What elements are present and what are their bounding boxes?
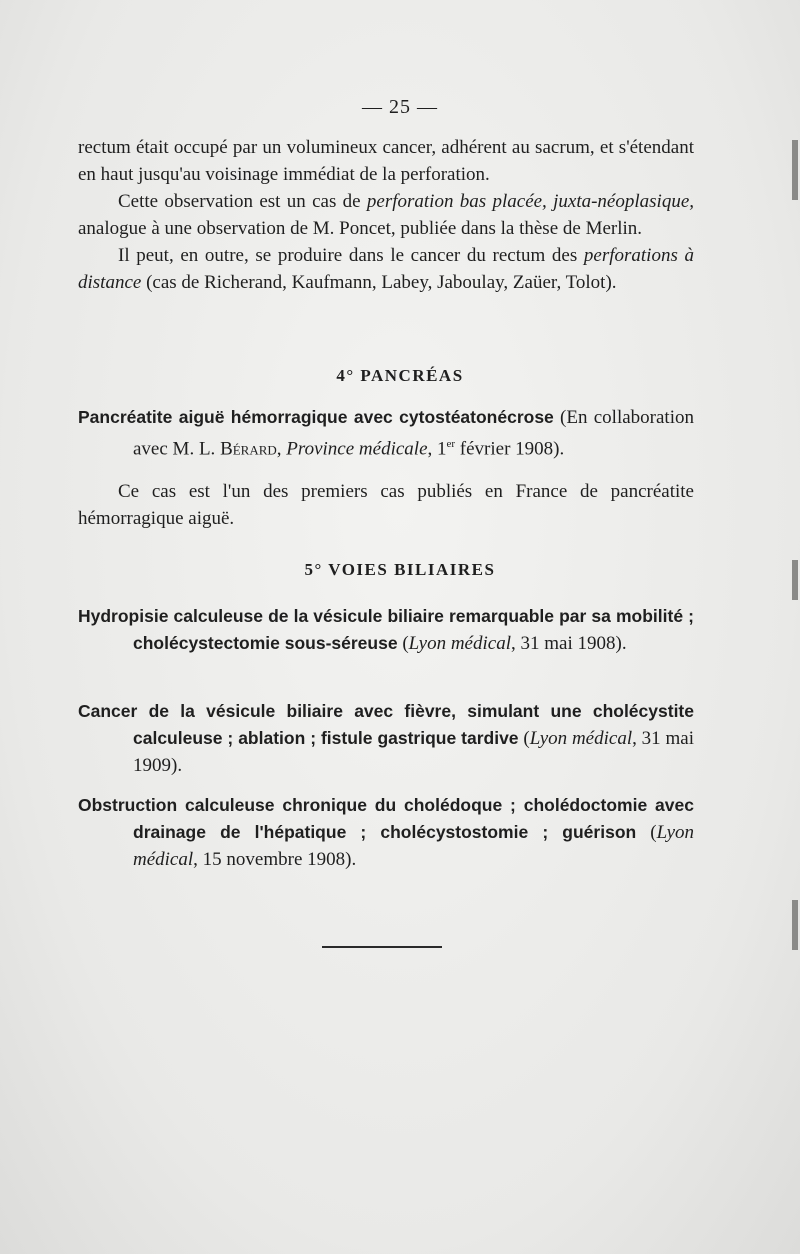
entry-citation: ( xyxy=(636,822,657,843)
entry-cancer-vesicule xyxy=(78,698,694,779)
italic-phrase: perforation bas placée, juxta-néoplasique, xyxy=(366,191,694,212)
paragraph-observation xyxy=(78,188,694,242)
page-edge-shadow xyxy=(792,140,798,200)
intro-text xyxy=(78,134,694,296)
end-rule xyxy=(322,946,442,948)
entry-date: , 15 novembre 1908). xyxy=(193,849,357,870)
section-title-pancreas: 4° PANCRÉAS xyxy=(336,366,464,385)
entry-date: , 1 xyxy=(427,438,447,460)
page-number: — 25 — xyxy=(362,96,438,118)
paragraph-text: rectum était occupé par un volumineux cancer, adhérent au sacrum, et s'étendant en haut jusqu'au voisinage immédiat de la perforation. xyxy=(78,137,694,185)
page-edge-shadow xyxy=(792,560,798,600)
entry-date: , 31 mai 1909). xyxy=(133,728,694,776)
entry-date-superscript: er xyxy=(446,438,456,450)
entry-citation: ( xyxy=(518,728,530,749)
entry-journal: Lyon médical xyxy=(408,633,511,654)
entry-hydropisie xyxy=(78,603,694,657)
entry-journal: Lyon médical xyxy=(529,728,633,749)
pancreas-text xyxy=(78,478,694,532)
paragraph-text: Cette observation est un cas de xyxy=(118,191,367,212)
italic-phrase: perforations à distance xyxy=(78,245,695,293)
paragraph-rectum xyxy=(78,134,694,188)
entry-title: Obstruction calculeuse chronique du cholédoque ; cholédoctomie avec drainage de l'hépatique ; cholécystostomie ; guérison xyxy=(78,795,694,842)
paragraph-text: Il peut, en outre, se produire dans le cancer du rectum des xyxy=(118,245,584,266)
entry-date: , 31 mai 1908). xyxy=(511,633,627,654)
entry-citation: ( xyxy=(397,633,409,654)
entry-title: Pancréatite aiguë hémorragique avec cytostéatonécrose xyxy=(78,407,554,427)
entry-pancreatite xyxy=(78,404,694,462)
paragraph-text: (cas de Richerand, Kaufmann, Labey, Jaboulay, Zaüer, Tolot). xyxy=(141,272,617,293)
entry-date: février 1908). xyxy=(455,438,565,460)
entry-journal: Province médicale xyxy=(286,438,428,460)
section-title-voies-biliaires: 5° VOIES BILIAIRES xyxy=(304,560,496,579)
entry-citation: (En collaboration avec M. L. xyxy=(133,407,694,460)
page-edge-shadow xyxy=(792,900,798,950)
entry-obstruction xyxy=(78,792,694,873)
entry-separator: , xyxy=(276,438,287,460)
entry-title: Hydropisie calculeuse de la vésicule biliaire remarquable par sa mobilité ; cholécystectomie sous-séreuse xyxy=(78,606,694,653)
entry-title: Cancer de la vésicule biliaire avec fièvre, simulant une cholécystite calculeuse ; ablation ; fistule gastrique tardive xyxy=(78,701,694,748)
entry-journal: Lyon médical xyxy=(133,822,695,870)
paragraph-text: analogue à une observation de M. Poncet, publiée dans la thèse de Merlin. xyxy=(78,218,643,239)
paragraph-pancreatite: Ce cas est l'un des premiers cas publiés en France de pancréatite hémorragique aiguë. xyxy=(78,481,694,529)
entry-author: Bérard xyxy=(220,438,277,460)
paragraph-perforations xyxy=(78,242,694,296)
